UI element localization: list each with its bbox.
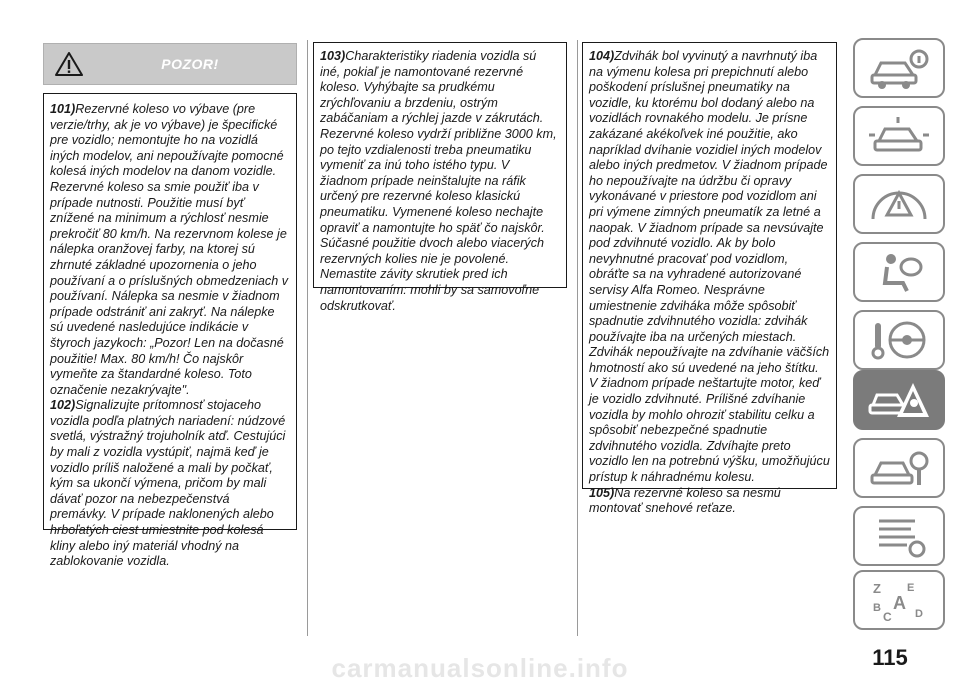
tab-car-info[interactable] [853, 38, 945, 98]
tab-maintenance[interactable] [853, 438, 945, 498]
tab-car-lights[interactable] [853, 106, 945, 166]
column-divider [307, 40, 308, 636]
watermark: carmanualsonline.info [331, 653, 629, 683]
warning-title: POZOR! [161, 56, 219, 72]
tab-driving[interactable] [853, 310, 945, 370]
svg-text:C: C [883, 610, 892, 623]
tab-dashboard[interactable] [853, 174, 945, 234]
dashboard-warning-icon [867, 181, 931, 227]
note-101 [50, 102, 290, 398]
warning-box-right [582, 42, 837, 516]
tab-safety[interactable] [853, 242, 945, 302]
svg-text:E: E [907, 582, 915, 594]
note-number: 102) [50, 398, 76, 413]
note-number: 105) [589, 485, 615, 500]
airbag-seat-icon [867, 249, 931, 295]
note-text: Signalizujte prítomnosť stojaceho vozidla podľa platných nariadení: núdzové svetlá, výstražný trojuholník atď. Cestujúci by mali z vozidla vystúpiť, najmä keď je vozidlo príliš naložené a mali by počkať, kým sa ukončí výmena, pričom by mali dávať pozor na nebezpečenstvá premávky. V prípade naklonených alebo hrboľatých ciest umiestnite pod kolesá kliny alebo iný materiál vhodný na zablokovanie vozidla. [50, 398, 286, 569]
note-number: 103) [320, 49, 346, 63]
svg-text:D: D [915, 608, 923, 620]
note-number: 104) [589, 49, 615, 63]
column-divider [577, 40, 578, 636]
note-text: Na rezervné koleso sa nesmú montovať snehové reťaze. [589, 485, 781, 516]
note-text: Rezervné koleso vo výbave (pre verzie/trhy, ak je vo výbave) je špecifické pre vozidlo; nemontujte ho na vozidlá iných modelov, ani nepoužívajte pomocné kolesá iných modelov na danom vozidle. Rezervné koleso sa smie použiť iba v prípade nutnosti. Použitie musí byť znížené na minimum a rýchlosť nesmie prekročiť 80 km/h. Na rezervnom kolese je nálepka oranžovej farby, na ktorej sú zhrnuté základné upozornenia o jeho používaní a o príslušných obmedzeniach v používaní. Nálepka sa nesmie v žiadnom prípade odstrániť ani zakryť. Na nálepke sú uvedené nasledujúce indikácie v štyroch jazykoch: „Pozor! Len na dočasné použitie! Max. 80 km/h! Čo najskôr vymeňte za štandardné koleso. Toto označenie nezakrývajte". [50, 102, 289, 397]
car-info-icon [867, 45, 931, 91]
driving-steering-icon [867, 317, 931, 363]
note-105 [589, 486, 830, 517]
car-lights-icon [867, 113, 931, 159]
note-104 [589, 49, 830, 486]
tab-emergency[interactable] [853, 370, 945, 430]
note-text: Charakteristiky riadenia vozidla sú iné, pokiaľ je namontované rezervné koleso. Vyhýbajte sa prudkému zrýchľovaniu a brzdeniu, ostrým zabáčaniam a rýchlej jazde v zákrutách. Rezervné koleso vydrží približne 3000 km, po tejto vzdialenosti treba pneumatiku vymeniť za inú toho istého typu. V žiadnom prípade neinštalujte na ráfik určený pre rezervné koleso klasickú pneumatiku. Vymenené koleso nechajte opraviť a namontujte ho späť čo najskôr. Súčasné použitie dvoch alebo viacerých rezervných kolies nie je povolené. Nemastite závity skrutiek pred ich namontovaním: mohli by sa samovoľne odskrutkovať. [320, 49, 557, 313]
emergency-icon [867, 377, 931, 423]
svg-text:A: A [893, 593, 906, 613]
technical-data-icon [867, 513, 931, 559]
warning-header [43, 43, 297, 85]
tab-index[interactable] [853, 570, 945, 630]
page-number: 115 [872, 645, 908, 670]
warning-box-middle [313, 42, 567, 313]
svg-text:Z: Z [873, 581, 881, 596]
note-103 [320, 49, 560, 314]
warning-box-left [43, 93, 297, 569]
note-102 [50, 398, 290, 570]
note-number: 101) [50, 102, 76, 116]
tab-technical-data[interactable] [853, 506, 945, 566]
note-text: Zdvihák bol vyvinutý a navrhnutý iba na výmenu kolesa pri prepichnutí alebo poškodení príslušnej pneumatiky na vozidle, ku ktorému bol dodaný alebo na vozidlách rovnakého modelu. Je prísne zakázané akékoľvek iné použitie, ako napríklad dvíhanie vozidiel iných modelov alebo iných predmetov. V žiadnom prípade ho nepoužívajte na údržbu či opravy vykonávané v priestore pod vozidlom ani pri výmene zimných pneumatík za letné a naopak. V žiadnom prípade sa nevsúvajte pod zdvihnuté vozidlo. Ak by bolo nevyhnutné pracovať pod vozidlom, obráťte sa na vyhradené autorizované servisy Alfa Romeo. Nesprávne umiestnenie zdviháka môže spôsobiť spadnutie zdvihnutého vozidla: zdvihák používajte iba na určených miestach. Zdvihák nepoužívajte na zdvíhanie väčších hmotností ako sú uvedené na jeho štítku. V žiadnom prípade neštartujte motor, keď je vozidlo zdvihnuté. Prílišné zdvíhanie vozidla by mohlo ohroziť stabilitu celku a spôsobiť nebezpečné spadnutie zdvihnutého vozidla. Zdvíhajte preto vozidlo len na potrebnú výšku, umožňujúcu prístup k náhradnému kolesu. [589, 49, 830, 485]
svg-text:B: B [873, 602, 881, 614]
maintenance-icon [867, 445, 931, 491]
alphabetical-index-icon [867, 577, 931, 623]
